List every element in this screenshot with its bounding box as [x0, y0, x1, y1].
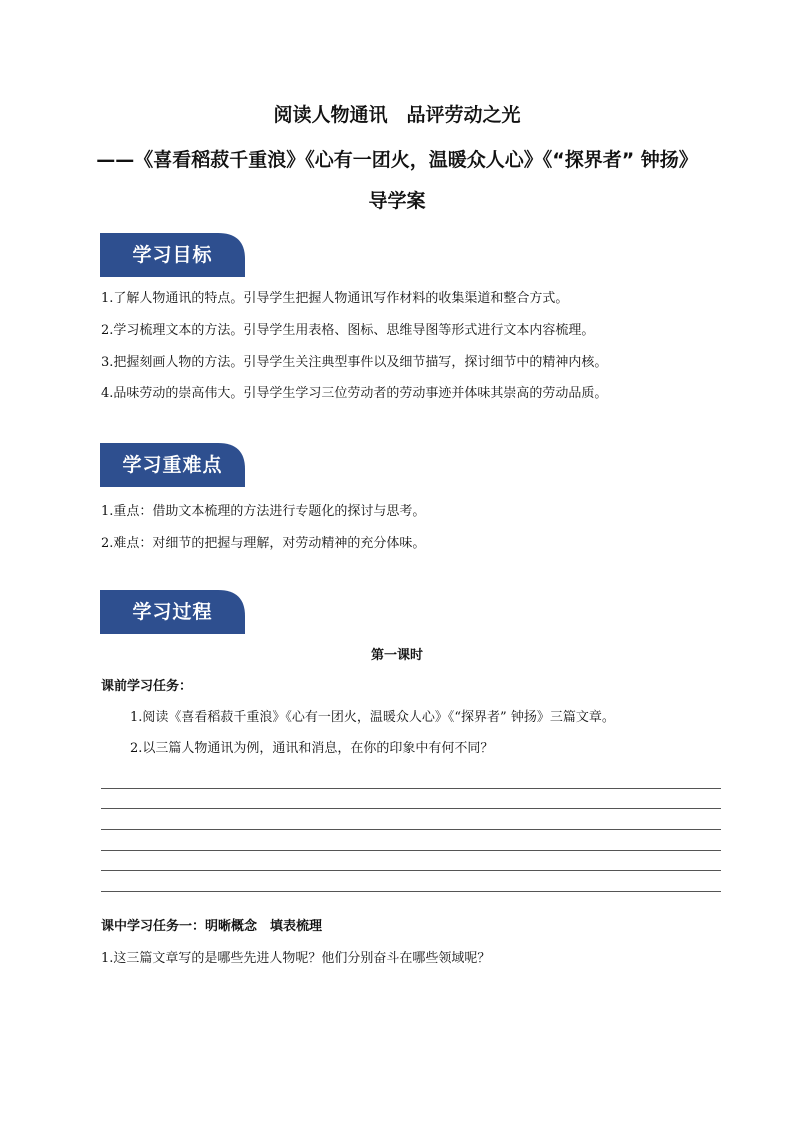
answer-line[interactable] [101, 808, 721, 809]
section-title: 学习过程 [132, 601, 213, 623]
pre-task-item: 1.阅读《喜看稻菽千重浪》《心有一团火，温暖众人心》《“探界者” 钟扬》三篇文章。 [130, 710, 615, 725]
lesson-heading: 第一课时 [370, 648, 423, 663]
doc-type: 导学案 [368, 190, 426, 212]
goal-item: 1.了解人物通讯的特点。引导学生把握人物通讯写作材料的收集渠道和整合方式。 [101, 291, 569, 306]
answer-line[interactable] [101, 891, 721, 892]
section-banner-process [100, 590, 245, 634]
page-subtitle: ——《喜看稻菽千重浪》《心有一团火，温暖众人心》《“探界者” 钟扬》 [96, 149, 698, 171]
key-point-item: 1.重点：借助文本梳理的方法进行专题化的探讨与思考。 [101, 504, 426, 519]
answer-line[interactable] [101, 829, 721, 830]
pre-task-heading: 课前学习任务： [101, 679, 193, 694]
section-banner-goals [100, 233, 245, 277]
in-class-question: 1.这三篇文章写的是哪些先进人物呢？他们分别奋斗在哪些领域呢？ [101, 951, 491, 966]
goal-item: 2.学习梳理文本的方法。引导学生用表格、图标、思维导图等形式进行文本内容梳理。 [101, 323, 595, 338]
goal-item: 3.把握刻画人物的方法。引导学生关注典型事件以及细节描写，探讨细节中的精神内核。 [101, 355, 608, 370]
pre-task-item: 2.以三篇人物通讯为例，通讯和消息，在你的印象中有何不同？ [130, 741, 494, 756]
goal-item: 4.品味劳动的崇高伟大。引导学生学习三位劳动者的劳动事迹并体味其崇高的劳动品质。 [101, 386, 608, 401]
section-title: 学习目标 [132, 244, 213, 266]
answer-line[interactable] [101, 870, 721, 871]
section-banner-key-points [100, 443, 245, 487]
answer-line[interactable] [101, 788, 721, 789]
answer-line[interactable] [101, 850, 721, 851]
section-title: 学习重难点 [122, 454, 223, 476]
in-class-task-heading: 课中学习任务一：明晰概念 填表梳理 [101, 919, 323, 934]
key-point-item: 2.难点：对细节的把握与理解，对劳动精神的充分体味。 [101, 536, 426, 551]
page-title: 阅读人物通讯 品评劳动之光 [273, 104, 521, 126]
